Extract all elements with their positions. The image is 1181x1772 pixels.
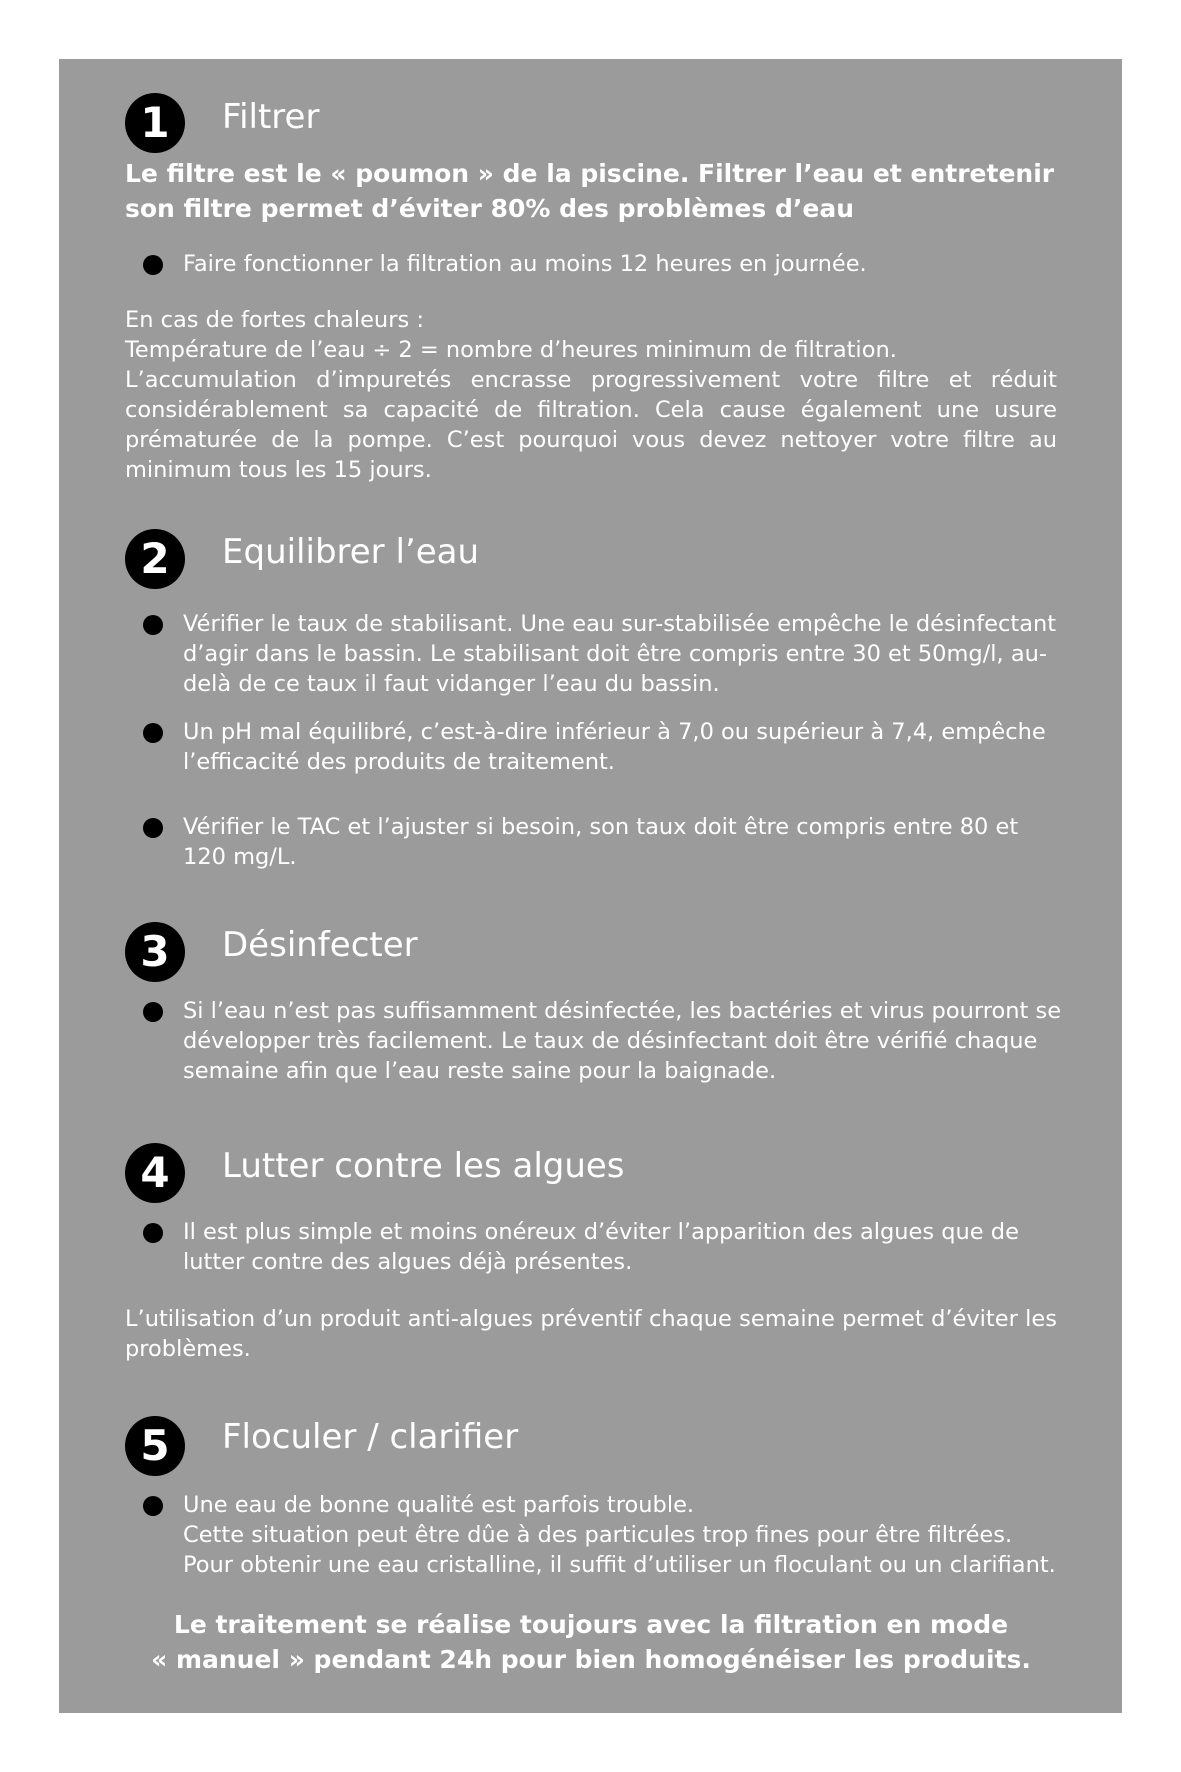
bullet-text: Vérifier le taux de stabilisant. Une eau sur-stabilisée empêche le désinfectant d’agir dans le bassin. Le stabilisant doit être compris entre 30 et 50mg/l, au-delà de ce taux il faut vidanger l’eau du bassin. <box>183 611 1057 697</box>
section-title-floculer: Floculer / clarifier <box>222 1417 519 1457</box>
bullet-dot <box>143 1496 163 1516</box>
section-title-lutter: Lutter contre les algues <box>222 1146 625 1186</box>
bullet-dot <box>143 818 163 838</box>
step-number-badge: 5 <box>125 1416 185 1476</box>
section-lead: Le filtre est le « poumon » de la piscine. Filtrer l’eau et entretenir son filtre permet d’éviter 80% des problèmes d’eau <box>125 159 1055 223</box>
bullet-text: Un pH mal équilibré, c’est-à-dire inférieur à 7,0 ou supérieur à 7,4, empêche l’efficacité des produits de traitement. <box>183 719 1046 775</box>
content-panel <box>59 59 1122 1713</box>
bullet-dot <box>143 615 163 635</box>
bullet-text: Faire fonctionner la filtration au moins 12 heures en journée. <box>183 251 867 277</box>
step-number-badge: 1 <box>125 93 185 153</box>
step-number-badge: 4 <box>125 1143 185 1203</box>
paragraph-text: L’accumulation d’impuretés encrasse progressivement votre filtre et réduit considérablement sa capacité de filtration. Cela cause également une usure prématurée de la pompe. C’est pourquoi vous devez nettoyer votre filtre au minimum tous les 15 jours. <box>125 367 1057 483</box>
paragraph-text: L’utilisation d’un produit anti-algues préventif chaque semaine permet d’éviter les problèmes. <box>125 1306 1057 1362</box>
bullet-line: Pour obtenir une eau cristalline, il suffit d’utiliser un floculant ou un clarifiant. <box>183 1552 1056 1578</box>
bullet-dot <box>143 255 163 275</box>
bullet-dot <box>143 723 163 743</box>
bullet-text: Il est plus simple et moins onéreux d’éviter l’apparition des algues que de lutter contre des algues déjà présentes. <box>183 1219 1019 1275</box>
section-title-filtrer: Filtrer <box>222 97 320 137</box>
bullet-line: Une eau de bonne qualité est parfois trouble. <box>183 1492 695 1518</box>
closing-line: « manuel » pendant 24h pour bien homogénéiser les produits. <box>151 1645 1031 1674</box>
step-number-badge: 2 <box>125 529 185 589</box>
bullet-dot <box>143 1002 163 1022</box>
bullet-line: Cette situation peut être dûe à des particules trop fines pour être filtrées. <box>183 1522 1013 1548</box>
step-number-badge: 3 <box>125 922 185 982</box>
bullet-dot <box>143 1223 163 1243</box>
paragraph-line: Température de l’eau ÷ 2 = nombre d’heures minimum de filtration. <box>125 337 897 363</box>
closing-line: Le traitement se réalise toujours avec la filtration en mode <box>173 1610 1009 1639</box>
bullet-text: Si l’eau n’est pas suffisamment désinfectée, les bactéries et virus pourront se développer très facilement. Le taux de désinfectant doit être vérifié chaque semaine afin que l’eau reste saine pour la baignade. <box>183 998 1062 1084</box>
paragraph-line: En cas de fortes chaleurs : <box>125 307 424 333</box>
section-title-equilibrer: Equilibrer l’eau <box>222 532 480 572</box>
section-title-desinfecter: Désinfecter <box>222 925 418 965</box>
bullet-text: Vérifier le TAC et l’ajuster si besoin, son taux doit être compris entre 80 et 120 mg/L. <box>183 814 1019 870</box>
